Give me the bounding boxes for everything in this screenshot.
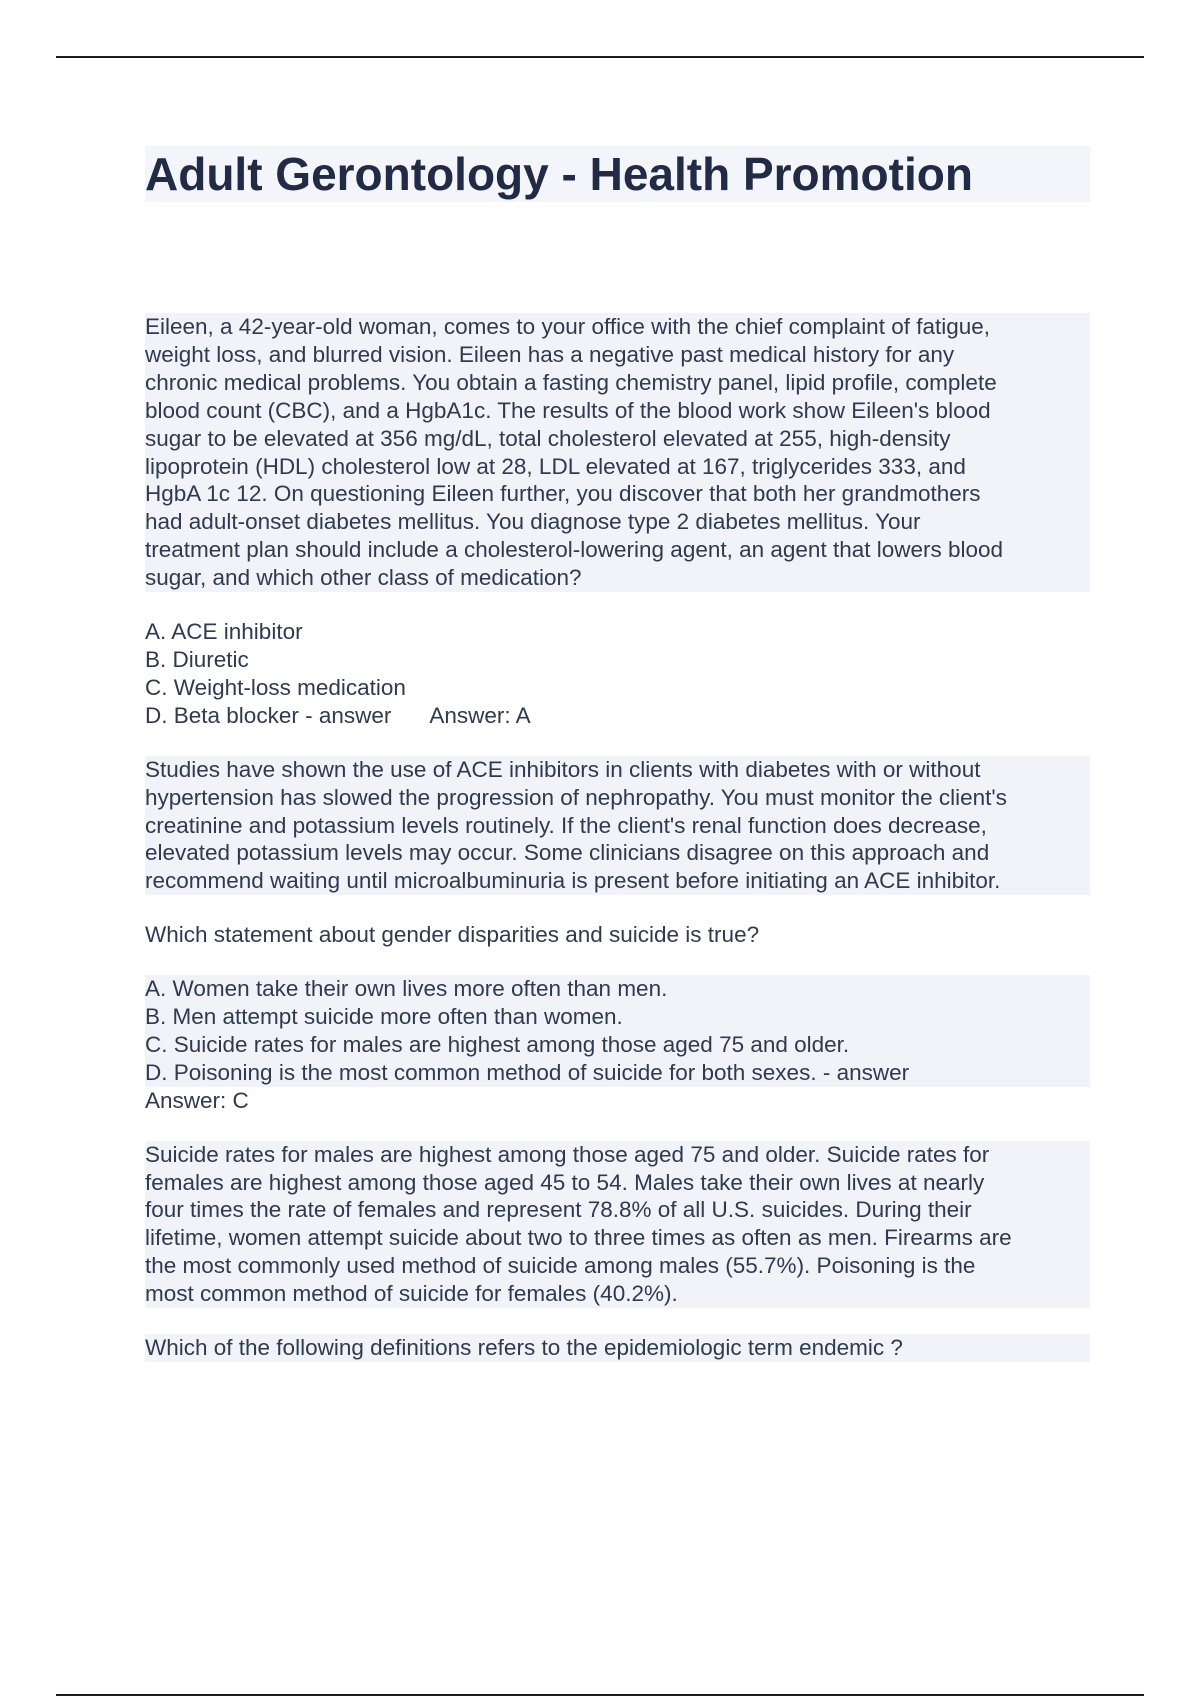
text-line: Studies have shown the use of ACE inhibitors in clients with diabetes with or without	[145, 756, 1090, 784]
text-line: four times the rate of females and represent 78.8% of all U.S. suicides. During their	[145, 1196, 1090, 1224]
text-line: HgbA 1c 12. On questioning Eileen further, you discover that both her grandmothers	[145, 480, 1090, 508]
text-line: females are highest among those aged 45 to 54. Males take their own lives at nearly	[145, 1169, 1090, 1197]
text-line: hypertension has slowed the progression of nephropathy. You must monitor the client's	[145, 784, 1090, 812]
option-b: B. Men attempt suicide more often than women.	[145, 1003, 1090, 1031]
question-2-stem	[145, 921, 1090, 949]
text-line: sugar to be elevated at 356 mg/dL, total cholesterol elevated at 255, high-density	[145, 425, 1090, 453]
question-1-rationale	[145, 756, 1090, 896]
text-line: creatinine and potassium levels routinely. If the client's renal function does decrease,	[145, 812, 1090, 840]
option-c: C. Suicide rates for males are highest among those aged 75 and older.	[145, 1031, 1090, 1059]
text-line: recommend waiting until microalbuminuria is present before initiating an ACE inhibitor.	[145, 867, 1090, 895]
text-line: lipoprotein (HDL) cholesterol low at 28, LDL elevated at 167, triglycerides 333, and	[145, 453, 1090, 481]
text-line: Eileen, a 42-year-old woman, comes to your office with the chief complaint of fatigue,	[145, 313, 1090, 341]
option-d-line	[145, 702, 1090, 730]
text-line: elevated potassium levels may occur. Some clinicians disagree on this approach and	[145, 839, 1090, 867]
text-line: Which statement about gender disparities and suicide is true?	[145, 922, 760, 948]
text-line: sugar, and which other class of medication?	[145, 564, 1090, 592]
page-title: Adult Gerontology - Health Promotion	[145, 148, 973, 200]
text-line: treatment plan should include a cholesterol-lowering agent, an agent that lowers blood	[145, 536, 1090, 564]
bottom-rule	[56, 1694, 1144, 1696]
top-rule	[56, 56, 1144, 58]
option-b: B. Diuretic	[145, 646, 249, 672]
question-3-stem	[145, 1334, 1090, 1362]
option-c: C. Weight-loss medication	[145, 674, 406, 700]
title-block	[145, 146, 1090, 202]
option-d: D. Beta blocker - answer	[145, 702, 392, 728]
option-d: D. Poisoning is the most common method of suicide for both sexes. - answer	[145, 1059, 1090, 1087]
text-line: blood count (CBC), and a HgbA1c. The results of the blood work show Eileen's blood	[145, 397, 1090, 425]
text-line: Which of the following definitions refers to the epidemiologic term endemic ?	[145, 1334, 1090, 1362]
document-body	[145, 313, 1090, 1388]
option-a: A. ACE inhibitor	[145, 619, 303, 645]
text-line: lifetime, women attempt suicide about two to three times as often as men. Firearms are	[145, 1224, 1090, 1252]
text-line: most common method of suicide for females (40.2%).	[145, 1280, 1090, 1308]
text-line: the most commonly used method of suicide among males (55.7%). Poisoning is the	[145, 1252, 1090, 1280]
question-1-options	[145, 618, 1090, 730]
text-line: chronic medical problems. You obtain a fasting chemistry panel, lipid profile, complete	[145, 369, 1090, 397]
question-2-rationale	[145, 1141, 1090, 1308]
text-line: weight loss, and blurred vision. Eileen has a negative past medical history for any	[145, 341, 1090, 369]
answer-label: Answer: C	[145, 1087, 249, 1113]
question-2-options	[145, 975, 1090, 1115]
answer-label: Answer: A	[429, 702, 531, 728]
text-line: Suicide rates for males are highest among those aged 75 and older. Suicide rates for	[145, 1141, 1090, 1169]
option-a: A. Women take their own lives more often than men.	[145, 975, 1090, 1003]
text-line: had adult-onset diabetes mellitus. You diagnose type 2 diabetes mellitus. Your	[145, 508, 1090, 536]
question-1-stem	[145, 313, 1090, 592]
